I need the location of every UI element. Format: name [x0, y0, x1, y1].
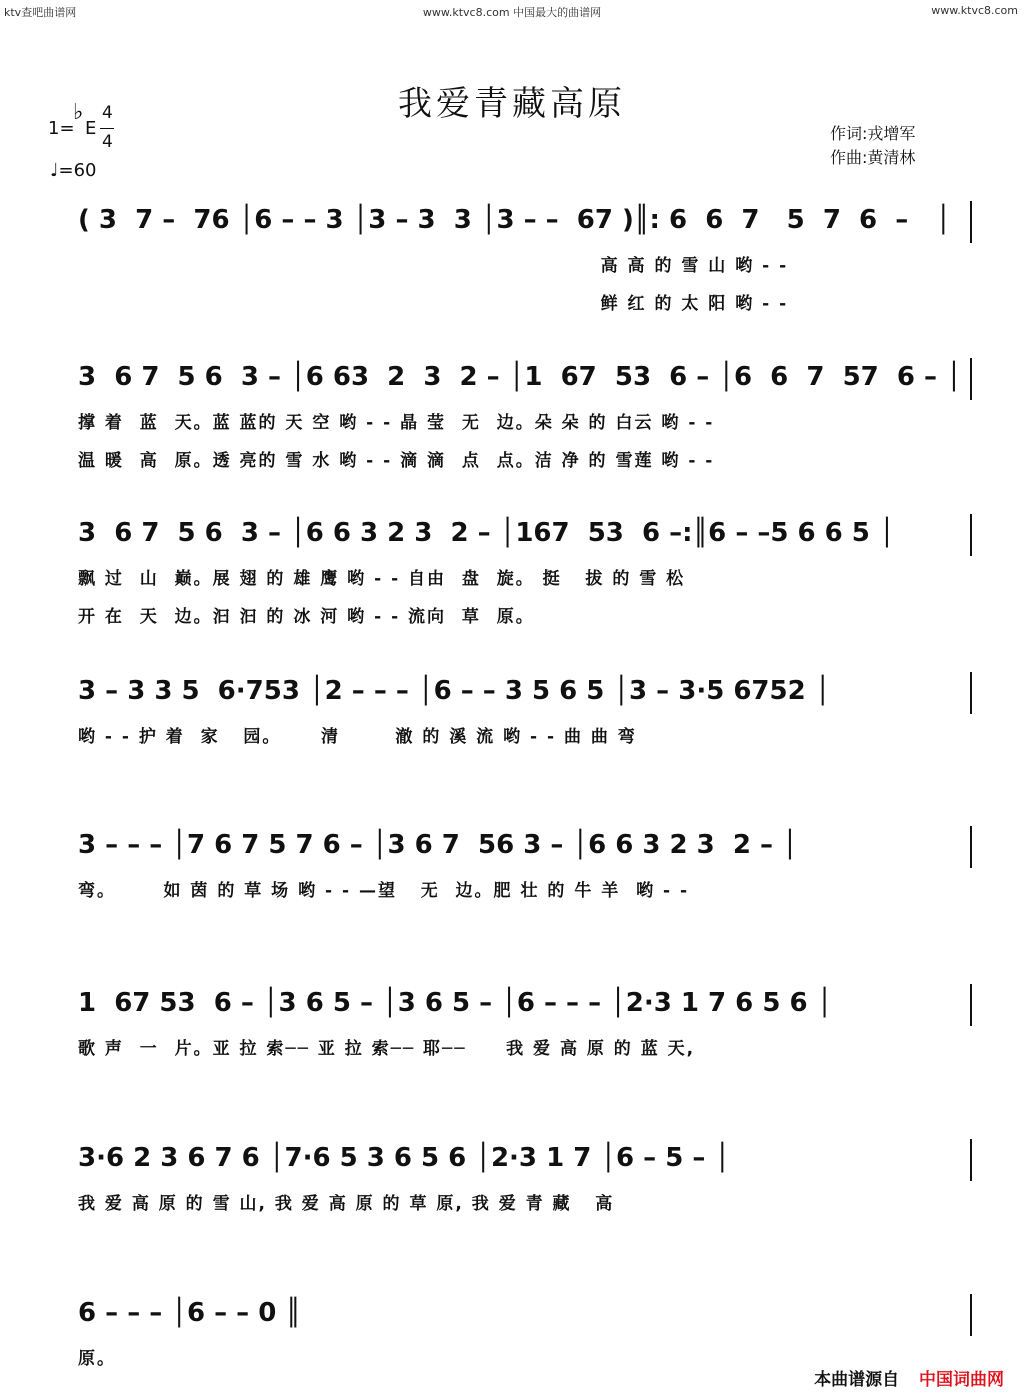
barline [970, 358, 972, 400]
time-signature-divider [100, 128, 114, 129]
site-header-left: ktv查吧曲谱网 [4, 6, 77, 19]
lyric-row: 温 暖 高 原。透 亮的 雪 水 哟 - - 滴 滴 点 点。洁 净 的 雪莲 哟 - - [78, 451, 715, 471]
key-note: E [85, 118, 97, 139]
notation-row: 3 – 3 3 5 6·753 │2 – – – │6 – – 3 5 6 5 │3 – 3·5 6752 │ [78, 676, 831, 706]
notation-row: 3 6 7 5 6 3 – │6 6 3 2 3 2 – │167 53 6 –:║6 – –5 6 6 5 │ [78, 518, 895, 548]
notation-row: ( 3 7 – 76 │6 – – 3 │3 – 3 3 │3 – – 67 )║: 6 6 7 5 7 6 – │ [78, 205, 952, 235]
barline [970, 672, 972, 714]
lyric-row: 哟 - - 护 着 家 园。 清 澈 的 溪 流 哟 - - 曲 曲 弯 [78, 727, 637, 747]
lyric-row: 弯。 如 茵 的 草 场 哟 - - —望 无 边。肥 壮 的 牛 羊 哟 - - [78, 881, 690, 901]
tempo-marking: ♩=60 [50, 160, 97, 181]
lyric-row: 高 高 的 雪 山 哟 - - [78, 256, 789, 276]
lyric-row: 歌 声 一 片。亚 拉 索── 亚 拉 索── 耶── 我 爱 高 原 的 蓝 天, [78, 1039, 696, 1059]
lyric-row: 原。 [78, 1349, 116, 1369]
time-signature-top: 4 [102, 103, 113, 123]
barline [970, 984, 972, 1026]
site-header-right[interactable]: www.ktvc8.com [931, 4, 1018, 17]
barline [970, 1294, 972, 1336]
lyric-row: 开 在 天 边。汩 汩 的 冰 河 哟 - - 流向 草 原。 [78, 607, 535, 627]
composer: 作曲:黄清林 [830, 148, 916, 167]
notation-row: 3 – – – │7 6 7 5 7 6 – │3 6 7 56 3 – │6 6 3 2 3 2 – │ [78, 830, 798, 860]
barline [970, 201, 972, 243]
lyricist: 作词:戎增军 [830, 124, 916, 143]
barline [970, 826, 972, 868]
notation-row: 1 67 53 6 – │3 6 5 – │3 6 5 – │6 – – – │2·3 1 7 6 5 6 │ [78, 988, 833, 1018]
lyric-row: 飘 过 山 巅。展 翅 的 雄 鹰 哟 - - 自由 盘 旋。 挺 拔 的 雪 松 [78, 569, 686, 589]
lyric-row: 我 爱 高 原 的 雪 山, 我 爱 高 原 的 草 原, 我 爱 青 藏 高 [78, 1194, 615, 1214]
time-signature-bottom: 4 [102, 132, 113, 152]
notation-row: 6 – – – │6 – – 0 ║ [78, 1298, 301, 1328]
barline [970, 1139, 972, 1181]
footer-site-name[interactable]: 中国词曲网 [919, 1370, 1004, 1390]
credits [830, 122, 915, 170]
footer-source [814, 1365, 1004, 1390]
flat-sign: ♭ [73, 100, 84, 125]
barline [970, 514, 972, 556]
lyric-row: 撑 着 蓝 天。蓝 蓝的 天 空 哟 - - 晶 莹 无 边。朵 朵 的 白云 哟 - - [78, 413, 715, 433]
notation-row: 3·6 2 3 6 7 6 │7·6 5 3 6 5 6 │2·3 1 7 │6 – 5 – │ [78, 1143, 731, 1173]
key-prefix: 1= [48, 118, 75, 139]
site-header-center: www.ktvc8.com 中国最大的曲谱网 [422, 6, 602, 19]
song-title: 我爱青藏高原 [398, 84, 626, 124]
lyric-row: 鲜 红 的 太 阳 哟 - - [78, 294, 789, 314]
footer-source-label: 本曲谱源自 [814, 1370, 900, 1390]
notation-row: 3 6 7 5 6 3 – │6 63 2 3 2 – │1 67 53 6 – │6 6 7 57 6 – │ [78, 362, 962, 392]
